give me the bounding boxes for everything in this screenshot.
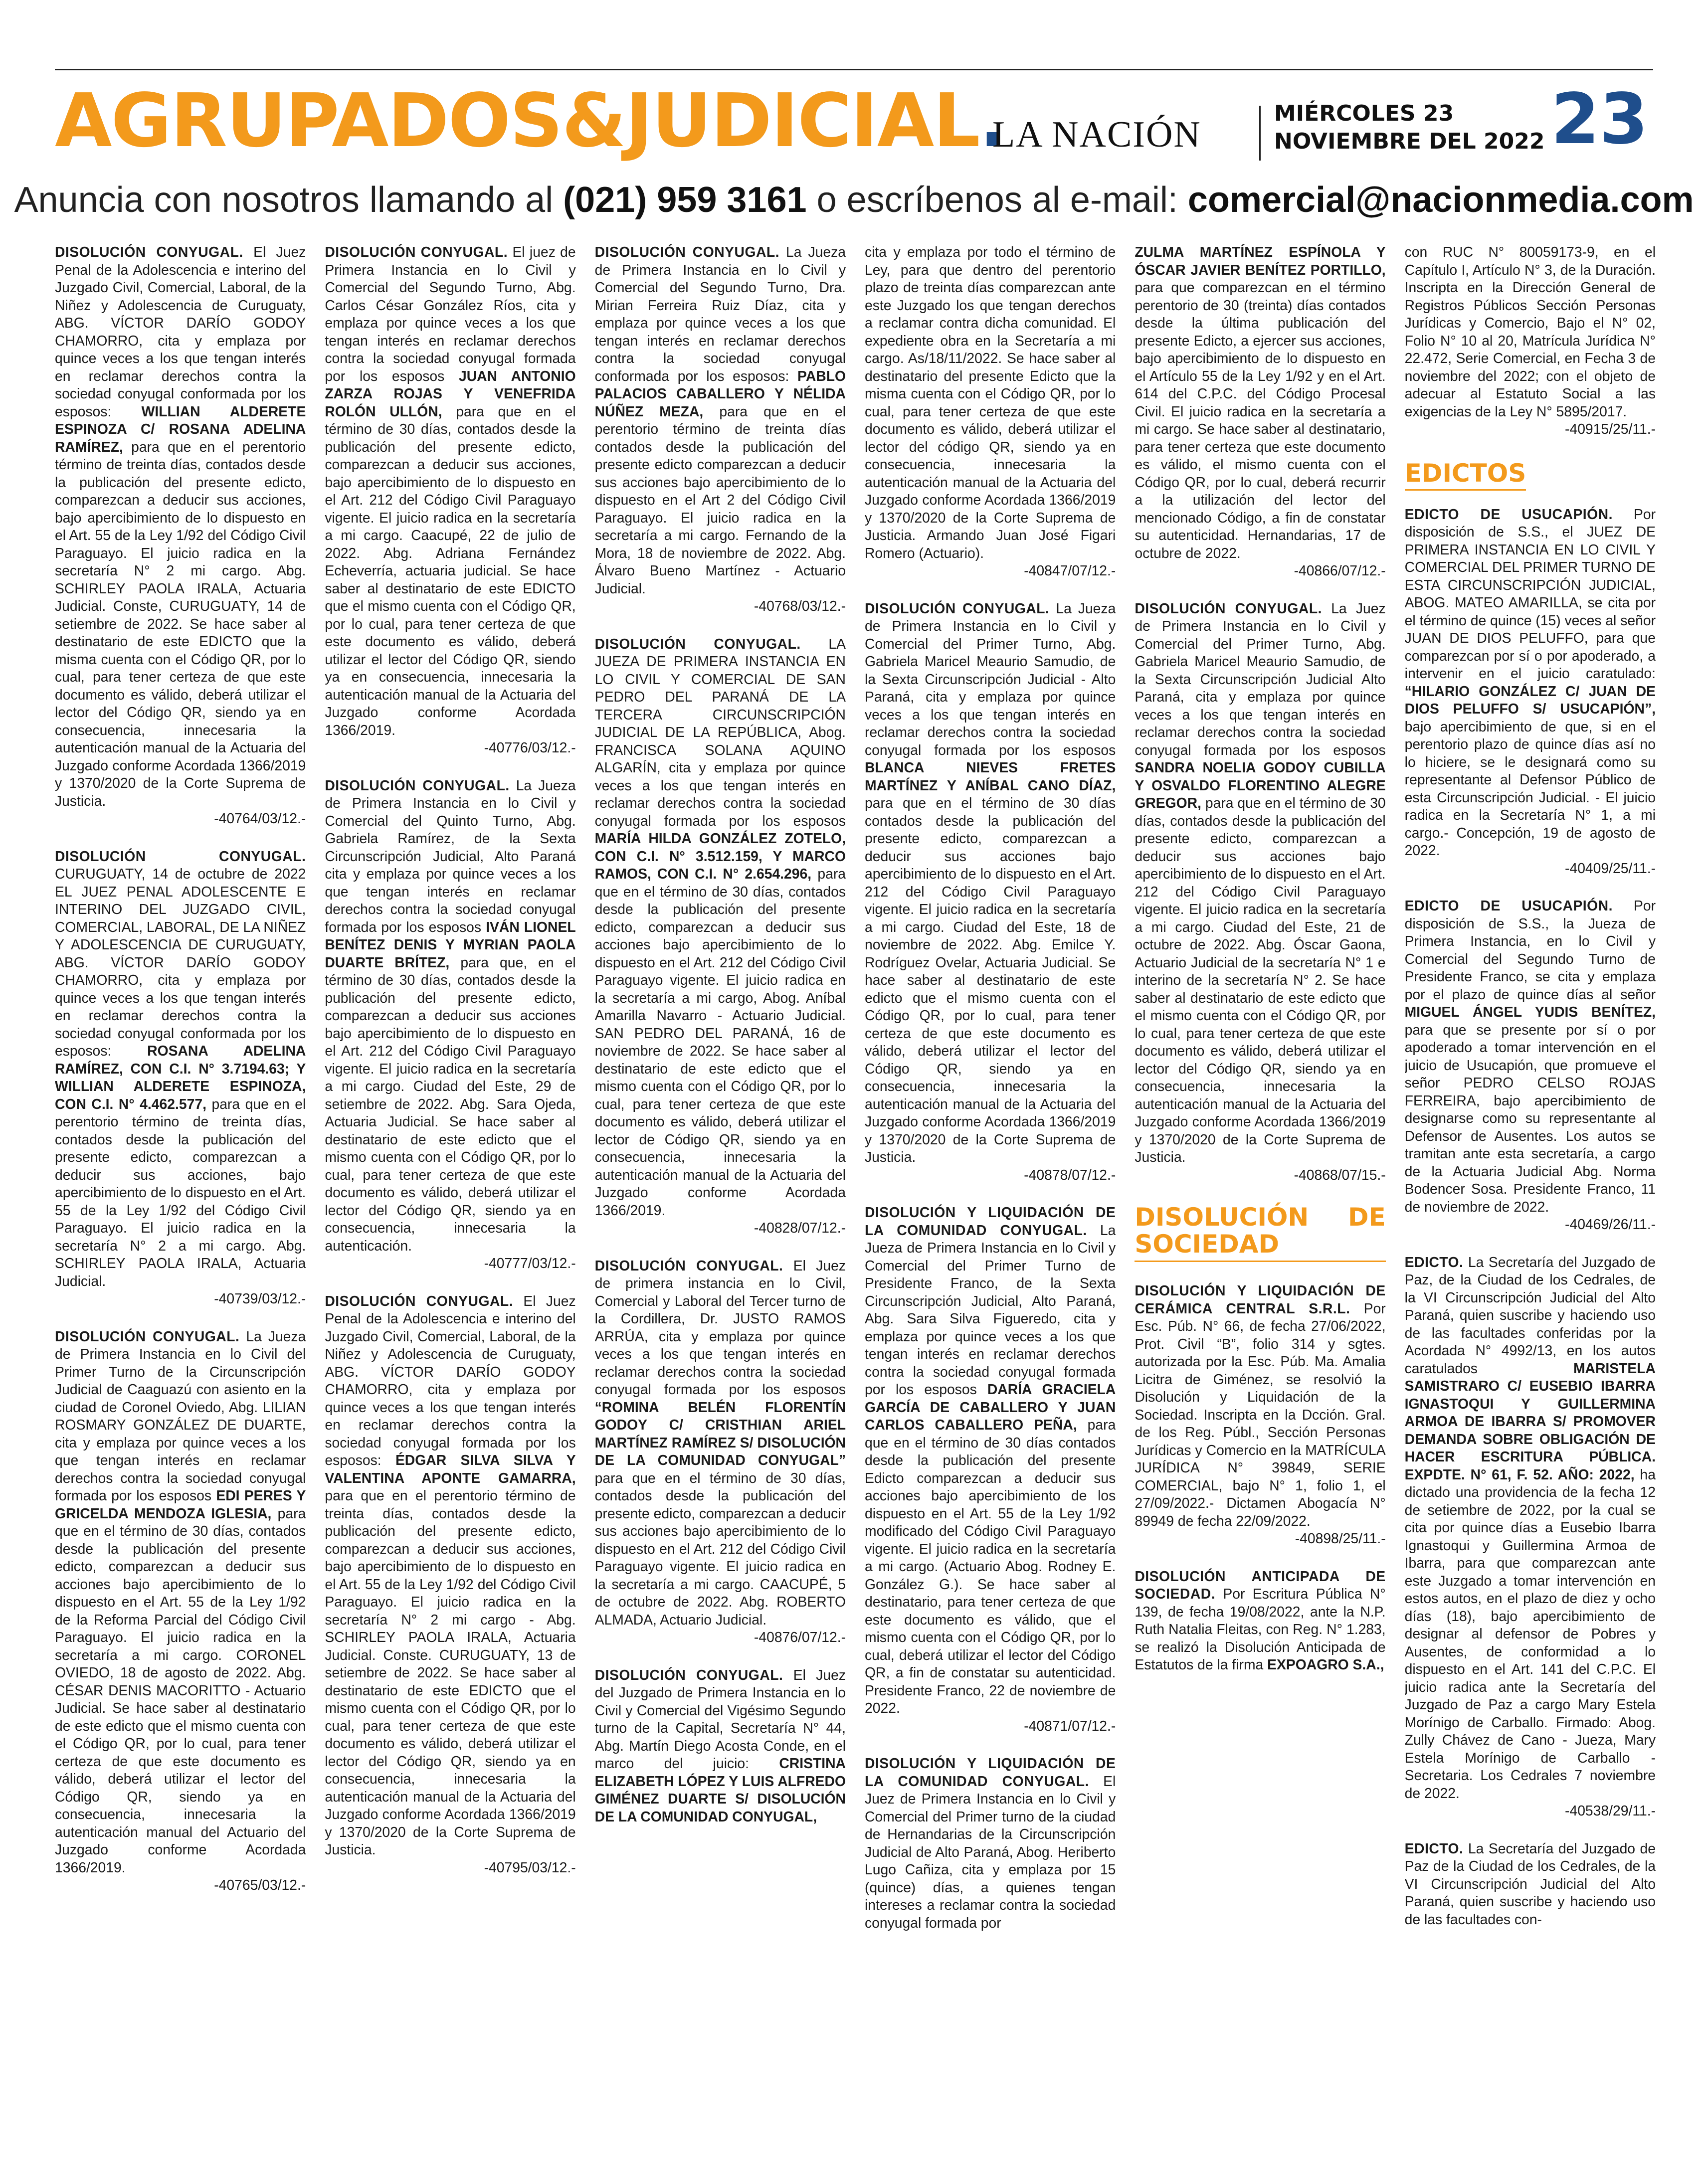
notice-code: -40765/03/12.- (214, 1877, 306, 1893)
notice-title: DISOLUCIÓN CONYUGAL. (55, 1328, 240, 1344)
masthead-divider (1259, 106, 1261, 161)
notice-code: -40868/07/15.- (1294, 1166, 1386, 1183)
notice-body-cont: para que, en el término de 30 días, contados desde la publicación del presente edicto, comparezcan a deducir sus acciones bajo apercibimiento de lo dispuesto en el Art. 212 del Código Civil Paraguayo vigente. El juicio radica en la secretaría a mi cargo. Ciudad del Este, 29 de setiembre de 2022. Abg. Sara Ojeda, Actuaria Judicial. Se hace saber al destinatario de este edicto que el mismo cuenta con el Código QR, por lo cual, para tener certeza de que este documento es válido, deberá utilizar el lector del Código QR, siendo ya en consecuencia, innecesaria la autenticación. (325, 954, 576, 1254)
notice-title: DISOLUCIÓN CONYUGAL. (594, 244, 780, 260)
section-title (55, 78, 1006, 164)
notice-title: DISOLUCIÓN CONYUGAL. (55, 848, 306, 864)
newspaper-name: LA NACIÓN (992, 114, 1201, 155)
notice-title: DISOLUCIÓN CONYUGAL. (594, 1666, 783, 1683)
notice (595, 243, 846, 615)
notice-parties: CRISTINA ELIZABETH LÓPEZ Y LUIS ALFREDO GIMÉNEZ DUARTE S/ DISOLUCIÓN DE LA COMUNIDAD CONYUGAL, (594, 1755, 846, 1824)
notice-body: El Juez de Primera Instancia en lo Civil y Comercial del Primer turno de la ciudad de Hernandarias de la Circunscripción Judicial de Alto Paraná, Abog. Heriberto Lugo Cañiza, cita y emplaza por 15 (quince) días, a quienes tengan intereses a reclamar contra la sociedad conyugal formada por (865, 1773, 1116, 1931)
notice-parties: WILLIAN ALDERETE ESPINOZA C/ ROSANA ADELINA RAMÍREZ, (55, 403, 306, 455)
notice (865, 600, 1116, 1184)
notice (1405, 1254, 1656, 1820)
notice-title: EDICTO DE USUCAPIÓN. (1404, 898, 1613, 913)
notice-parties: DARÍA GRACIELA GARCÍA DE CABALLERO Y JUAN CARLOS CABALLERO PEÑA, (865, 1381, 1116, 1433)
notice-code: -40768/03/12.- (754, 598, 846, 614)
notice-continued (1405, 243, 1656, 438)
notice (1135, 1282, 1385, 1548)
column-4 (865, 243, 1116, 2158)
notice-body: LA JUEZA DE PRIMERA INSTANCIA EN LO CIVIL Y COMERCIAL DE SAN PEDRO DEL PARANÁ DE LA TERCERA CIRCUNSCRIPCIÓN JUDICIAL DE LA REPÚBLICA, Abog. FRANCISCA SOLANA AQUINO ALGARÍN, cita y emplaza por quince veces a los que tengan interés en reclamar derechos contra la sociedad conyugal formada por los esposos (594, 635, 846, 829)
contact-line (0, 180, 1708, 220)
notice (55, 243, 306, 828)
notice-title: DISOLUCIÓN CONYUGAL. (325, 1292, 514, 1309)
notice-code: -40876/07/12.- (754, 1629, 846, 1645)
notice-title: DISOLUCIÓN CONYUGAL. (594, 635, 801, 652)
notice-body-cont: bajo apercibimiento de que, si en el perentorio plazo de quince días así no lo hiciere, se le designará como su representante al Defensor Público de esta Circunscripción Judicial. - El juicio radica en la Secretaría N° 1, a mi cargo.- Concepción, 19 de agosto de 2022. (1404, 718, 1656, 858)
notice-body-cont: para que en el perentorio término de treinta días, contados desde la publicación del presente edicto, comparezcan a deducir sus acciones, bajo apercibimiento de lo dispuesto en el Art. 55 de la Ley 1/92 del Código Civil Paraguayo. El juicio radica en la secretaría N° 2 mi cargo - Abg. SCHIRLEY PAOLA IRALA, Actuaria Judicial. Conste. CURUGUATY, 13 de setiembre de 2022. Se hace saber al destinatario de este EDICTO que el mismo cuenta con el Código QR, por lo cual, para tener certeza de que este documento es válido, deberá utilizar el lector del Código QR, siendo ya en consecuencia, innecesaria la autenticación manual de la Actuaria del Juzgado conforme Acordada 1366/2019 y 1370/2020 de la Corte Suprema de Justicia. (325, 1487, 576, 1857)
notice-body: El juez de Primera Instancia en lo Civil y Comercial del Segundo Turno, Abg. Carlos César González Ríos, cita y emplaza por quince veces a los que tengan interés en reclamar derechos contra la sociedad conyugal formada por los esposos (325, 244, 576, 384)
notice-body: CURUGUATY, 14 de octubre de 2022 EL JUEZ PENAL ADOLESCENTE E INTERINO DEL JUZGADO CIVIL, COMERCIAL, LABORAL, DE LA NIÑEZ Y ADOLESCENCIA DE CURUGUATY, ABG. VÍCTOR DARÍO GODOY CHAMORRO, cita y emplaza por quince veces a los que tengan interés en reclamar derechos contra la sociedad conyugal conformada por los esposos: (55, 866, 306, 1059)
notice-parties: ROSANA ADELINA RAMÍREZ, CON C.I. N° 3.7194.63; Y WILLIAN ALDERETE ESPINOZA, CON C.I. N° 4.462.577, (55, 1043, 306, 1112)
notice-title: DISOLUCIÓN CONYUGAL. (1135, 600, 1322, 616)
notice-body: La Secretaría del Juzgado de Paz de la Ciudad de los Cedrales, de la VI Circunscripción Judicial del Alto Paraná, quien suscribe y haciendo uso de las facultades con- (1404, 1840, 1656, 1927)
notice-body-cont: para que en el término de 30 días, contados desde la publicación del presente edicto, comparezcan a deducir sus acciones bajo apercibimiento de lo dispuesto en el Art. 55 de la Ley 1/92 de la Reforma Parcial del Código Civil Paraguayo. El juicio radica en la secretaría a mi cargo. CORONEL OVIEDO, 18 de agosto de 2022. Abg. CÉSAR DENIS MACORITTO - Actuario Judicial. Se hace saber al destinatario de este edicto que el mismo cuenta con el Código QR, por lo cual, para tener certeza de que este documento es válido, deberá utilizar el lector del Código QR, siendo ya en consecuencia, innecesaria la autenticación manual del Actuario del Juzgado conforme Acordada 1366/2019. (55, 1505, 306, 1875)
issue-date-line1: MIÉRCOLES 23 (1274, 101, 1454, 126)
notice (1405, 897, 1656, 1234)
notice-continued (865, 243, 1116, 580)
notice (1135, 1568, 1385, 1674)
contact-middle: o escríbenos al e-mail: (816, 180, 1178, 220)
notice-parties: “HILARIO GONZÁLEZ C/ JUAN DE DIOS PELUFFO S/ USUCAPIÓN”, (1404, 683, 1656, 717)
notice-parties: MARISTELA SAMISTRARO C/ EUSEBIO IBARRA IGNASTOQUI Y GUILLERMINA ARMOA DE IBARRA S/ PROMOVER DEMANDA SOBRE OBLIGACIÓN DE HACER ESCRITURA PÚBLICA. EXPDTE. N° 61, F. 52. AÑO: 2022, (1404, 1360, 1656, 1482)
notice-body: Por disposición de S.S., la Jueza de Primera Instancia, en lo Civil y Comercial del Segundo Turno de Presidente Franco, se cita y emplaza por el plazo de quince días al señor (1404, 898, 1656, 1002)
notice-body: La Jueza de Primera Instancia en lo Civil y Comercial del Primer Turno, Abg. Gabriela Maricel Meaurio Samudio, de la Sexta Circunscripción Judicial - Alto Paraná, cita y emplaza por quince veces a los que tengan interés en reclamar derechos contra la sociedad conyugal formada por los esposos (865, 600, 1116, 758)
notice-body: Por Esc. Púb. N° 66, de fecha 27/06/2022, Prot. Civil “B”, folio 314 y sgtes. autorizada por la Esc. Púb. Ma. Amalia Licitra de Giménez, se resolvió la Disolución y Liquidación de la Sociedad. Inscripta en la Dcción. Gral. de los Reg. Públ., Sección Personas Jurídicas y Comercio en la MATRÍCULA JURÍDICA N° 39849, SERIE COMERCIAL, bajo N° 1, folio 1, el 27/09/2022.- Dictamen Abogacía N° 89949 de fecha 22/09/2022. (1135, 1300, 1386, 1529)
notice-body-cont: para que en el perentorio término de treinta días, contados desde la publicación del presente edicto, comparezcan a deducir sus acciones, bajo apercibimiento de lo dispuesto en el Art. 55 de la Ley 1/92 del Código Civil Paraguayo. El juicio radica en la secretaría N° 2 mi cargo. Abg. SCHIRLEY PAOLA IRALA, Actuaria Judicial. Conste, CURUGUATY, 14 de setiembre de 2022. Se hace saber al destinatario de este EDICTO que la misma cuenta con el Código QR, por lo cual, para tener certeza de que este documento es válido, deberá utilizar el lector del Código QR, siendo ya en consecuencia, innecesaria la autenticación manual de la Actuaria del Juzgado conforme Acordada 1366/2019 y 1370/2020 de la Corte Suprema de Justicia. (55, 438, 306, 809)
notice-parties: EXPOAGRO S.A., (1267, 1656, 1384, 1672)
column-1 (55, 243, 306, 2158)
notice-body-cont: para que se presente por sí o por apoderado a tomar intervención en el juicio de Usucapión, que promueve el señor PEDRO CELSO ROJAS FERREIRA, bajo apercibimiento de designarse como su representante al Defensor de Ausentes. Los autos se tramitan ante esta secretaría, a cargo de la Actuaria Judicial Abg. Norma Bodencer Sosa. Presidente Franco, 11 de noviembre de 2022. (1404, 1021, 1656, 1215)
notice-title: EDICTO. (1404, 1254, 1464, 1270)
notice-body: Por Escritura Pública N° 139, de fecha 19/08/2022, ante la N.P. Ruth Natalia Fleitas, con Reg. N° 1.283, se realizó la Disolución Anticipada de Estatutos de la firma (1135, 1586, 1386, 1672)
column-3 (595, 243, 846, 2158)
notice (595, 1257, 846, 1646)
notice-code: -40915/25/11.- (1565, 421, 1656, 437)
notice-body: El Juez del Juzgado de Primera Instancia en lo Civil y Comercial del Vigésimo Segundo turno de la Capital, Secretaría N° 44, Abg. Martín Diego Acosta Conde, en el marco del juicio: (594, 1666, 846, 1771)
notice-code: -40828/07/12.- (754, 1220, 846, 1236)
notice-parties: MIGUEL ÁNGEL YUDIS BENÍTEZ, (1404, 1004, 1656, 1020)
notice (1405, 1840, 1656, 1929)
notice-body-cont: para que en el perentorio término de treinta días contados desde la publicación del presente edicto comparezcan a deducir sus acciones bajo apercibimiento de lo dispuesto en el Art 2 del Código Civil Paraguayo. El juicio radica en la secretaría a mi cargo. Fernando de la Mora, 18 de noviembre de 2022. Abg. Álvaro Bueno Martínez - Actuario Judicial. (594, 403, 846, 596)
column-6 (1405, 243, 1656, 2158)
notice-code: -40764/03/12.- (214, 810, 306, 826)
notice-title: EDICTO DE USUCAPIÓN. (1404, 506, 1613, 522)
notice-continued (1135, 243, 1385, 580)
masthead (55, 75, 1653, 170)
notice-parties: SANDRA NOELIA GODOY CUBILLA Y OSVALDO FLORENTINO ALEGRE GREGOR, (1135, 759, 1386, 811)
notice-body-cont: para que en el término de 30 días, contados desde la publicación del presente edicto, comparezcan a deducir sus acciones bajo apercibimiento de lo dispuesto en el Art. 212 del Código Civil Paraguayo vigente. El juicio radica en la secretaría a mi cargo. Ciudad del Este, 21 de octubre de 2022. Abg. Óscar Gaona, Actuario Judicial de la secretaría N° 1 e interino de la secretaría N° 2. Se hace saber al destinatario de este edicto que el mismo cuenta con el Código QR, por lo cual, para tener certeza de que este documento es válido, deberá utilizar el lector del Código QR, siendo ya en consecuencia, innecesaria la autenticación manual de la Actuaria del Juzgado conforme Acordada 1366/2019 y 1370/2020 de la Corte Suprema de Justicia. (1135, 795, 1386, 1165)
notice-title: DISOLUCIÓN CONYUGAL. (55, 244, 243, 260)
notice-body: La Jueza de Primera Instancia en lo Civil del Primer Turno de la Circunscripción Judicial de Caaguazú con asiento en la ciudad de Coronel Oviedo, Abg. LILIAN ROSMARY GONZÁLEZ DE DUARTE, cita y emplaza por quince veces a los que tengan interés en reclamar derechos contra la sociedad conyugal formada por los esposos (55, 1328, 306, 1503)
notice (1135, 600, 1385, 1184)
notice-title: DISOLUCIÓN CONYUGAL. (325, 244, 508, 260)
notice (595, 635, 846, 1237)
column-5 (1135, 243, 1385, 2158)
notice-body: La Jueza de Primera Instancia en lo Civil y Comercial del Quinto Turno, Abg. Gabriela Ramírez, de la Sexta Circunscripción Judicial, Alto Paraná cita y emplaza por quince veces a los que tengan interés en reclamar derechos contra la sociedad conyugal formada por los esposos (325, 777, 576, 935)
contact-phone: (021) 959 3161 (563, 180, 807, 220)
notice (865, 1755, 1116, 1932)
notice-parties: “ROMINA BELÉN FLORENTÍN GODOY C/ CRISTHIAN ARIEL MARTÍNEZ RAMÍREZ S/ DISOLUCIÓN DE LA COMUNIDAD CONYUGAL” (594, 1399, 846, 1468)
notice-body-cont: para que en el perentorio término de treinta días, contados desde la publicación del presente edicto, comparezcan a deducir sus acciones, bajo apercibimiento de lo dispuesto en el Art. 55 de la Ley 1/92 del Código Civil Paraguayo. El juicio radica en la secretaría N° 2 a mi cargo. Abg. SCHIRLEY PAOLA IRALA, Actuaria Judicial. (55, 1095, 306, 1289)
notice-body-cont: con RUC N° 80059173-9, en el Capítulo I, Artículo N° 3, de la Duración. Inscripta en la Dirección General de Registros Públicos Sección Personas Jurídicas y Comercio, Bajo el N° 02, Folio N° 10 al 20, Matrícula Jurídica N° 22.472, Serie Comercial, en Fecha 3 de noviembre del 2022; con el objeto de adecuar al Estatuto Social a las exigencias de la Ley N° 5895/2017. (1404, 244, 1656, 419)
notice-parties: PABLO PALACIOS CABALLERO Y NÉLIDA NÚÑEZ MEZA, (594, 367, 846, 419)
notice-parties: ZULMA MARTÍNEZ ESPÍNOLA Y ÓSCAR JAVIER BENÍTEZ PORTILLO, (1135, 244, 1386, 278)
notice-title: DISOLUCIÓN Y LIQUIDACIÓN DE CERÁMICA CENTRAL S.R.L. (1135, 1282, 1386, 1316)
column-2 (325, 243, 575, 2158)
section-heading-disolucion-sociedad: DISOLUCIÓN DE SOCIEDAD (1135, 1204, 1385, 1262)
section-title-text: AGRUPADOS&JUDICIAL (55, 78, 979, 164)
notice-body: El Juez Penal de la Adolescencia e interino del Juzgado Civil, Comercial, Laboral, de la Niñez y Adolescencia de Curuguaty, ABG. VÍCTOR DARÍO GODOY CHAMORRO, cita y emplaza por quince veces a los que tengan interés en reclamar derechos contra la sociedad conyugal conformada por los esposos: (55, 244, 306, 419)
notice-body-cont: para que en el término de 30 días contados desde la publicación del presente edicto, comparezcan a deducir sus acciones bajo apercibimiento de lo dispuesto en el Art. 212 del Código Civil Paraguayo vigente. El juicio radica en la secretaría a mi cargo. Ciudad del Este, 18 de noviembre de 2022. Abg. Emilce Y. Rodríguez Ovelar, Actuaria Judicial. Se hace saber al destinatario de este edicto que el mismo cuenta con el Código QR, por lo cual, para tener certeza de que este documento es válido, deberá utilizar el lector del Código QR, siendo ya en consecuencia, innecesaria la autenticación manual de la Actuaria del Juzgado conforme Acordada 1366/2019 y 1370/2020 de la Corte Suprema de Justicia. (865, 795, 1116, 1165)
notice (55, 1328, 306, 1894)
issue-date (1274, 100, 1545, 156)
notice-code: -40409/25/11.- (1565, 860, 1656, 876)
notice-parties: EDI PERES Y GRICELDA MENDOZA IGLESIA, (55, 1487, 306, 1521)
notice-body-cont: para que en el término de 30 días, contados desde la publicación del presente edicto, comparezcan a deducir sus acciones, bajo apercibimiento de lo dispuesto en el Art. 212 del Código Civil Paraguayo vigente. El juicio radica en la secretaría a mi cargo. Caacupé, 22 de julio de 2022. Abg. Adriana Fernández Echeverría, actuaria judicial. Se hace saber al destinatario de este EDICTO que el mismo cuenta con el Código QR, por lo cual, para tener certeza de que este documento es válido, deberá utilizar el lector del Código QR, siendo ya en consecuencia, innecesaria la autenticación manual de la Actuaria del Juzgado conforme Acordada 1366/2019. (325, 403, 576, 738)
notice-code: -40777/03/12.- (484, 1255, 576, 1271)
notice-body: El Juez de primera instancia en lo Civil, Comercial y Laboral del Tercer turno de la Cordillera, Dr. JUSTO RAMOS ARRÚA, cita y emplaza por quince veces a los que tengan interés en reclamar derechos contra la sociedad conyugal formada por los esposos (594, 1257, 846, 1397)
notice-code: -40469/26/11.- (1565, 1216, 1656, 1232)
notice-code: -40871/07/12.- (1024, 1717, 1116, 1734)
notice-title: DISOLUCIÓN CONYUGAL. (325, 777, 510, 793)
notice-title: DISOLUCIÓN Y LIQUIDACIÓN DE LA COMUNIDAD CONYUGAL. (865, 1204, 1116, 1238)
notice-parties: BLANCA NIEVES FRETES MARTÍNEZ Y ANÍBAL CANO DÍAZ, (865, 759, 1116, 793)
notice (595, 1666, 846, 1826)
notice (325, 777, 575, 1272)
notice-body-cont: para que en el término de 30 días, contados desde la publicación del presente edicto, comparezcan a deducir sus acciones bajo apercibimiento de lo dispuesto en el Art. 212 del Código Civil Paraguayo vigente. El juicio radica en la secretaría a mi cargo, Abog. Aníbal Amarilla Navarro - Actuario Judicial. SAN PEDRO DEL PARANÁ, 16 de noviembre de 2022. Se hace saber al destinatario de este edicto que el mismo cuenta con el Código QR, por lo cual, para tener certeza de que este documento es válido, deberá utilizar el lector de Código QR, siendo ya en consecuencia, innecesaria la autenticación manual de la Actuaria del Juzgado conforme Acordada 1366/2019. (594, 866, 846, 1218)
notice-body: La Juez de Primera Instancia en lo Civil y Comercial del Primer Turno, Abg. Gabriela Maricel Meaurio Samudio, de la Sexta Circunscripción Judicial Alto Paraná, cita y emplaza por quince veces a los que tengan interés en reclamar derechos contra la sociedad conyugal formada por los esposos (1135, 600, 1386, 758)
notice-title: DISOLUCIÓN CONYUGAL. (865, 600, 1050, 616)
notice-code: -40878/07/12.- (1024, 1166, 1116, 1183)
notice (55, 848, 306, 1308)
notice-code: -40795/03/12.- (484, 1859, 576, 1875)
notice-code: -40866/07/12.- (1294, 562, 1386, 578)
notice-body: La Secretaría del Juzgado de Paz, de la Ciudad de los Cedrales, de la VI Circunscripción Judicial del Alto Paraná, quien suscribe y haciendo uso de las facultades conferidas por la Acordada N° 4992/13, en los autos caratulados (1404, 1254, 1656, 1376)
notice-title: EDICTO. (1404, 1840, 1464, 1856)
top-rule (55, 69, 1653, 70)
notice-body: Por disposición de S.S., el JUEZ DE PRIMERA INSTANCIA EN LO CIVIL Y COMERCIAL DEL PRIMER TURNO DE ESTA CIRCUNSCRIPCIÓN JUDICIAL, ABOG. MATEO AMARILLA, se cita por el término de quince (15) veces al señor JUAN DE DIOS PELUFFO, para que comparezcan por sí o por apoderado, a intervenir en el juicio caratulado: (1404, 506, 1656, 681)
notice-body-cont: para que comparezcan en el término perentorio de 30 (treinta) días contados desde la última publicación del presente Edicto, a ejercer sus acciones, bajo apercibimiento de lo dispuesto en el Artículo 55 de la Ley 1/92 y en el Art. 614 del C.P.C. del Código Procesal Civil. El juicio radica en la secretaría a mi cargo. Se hace saber al destinatario, para tener certeza que este documento es válido, el mismo cuenta con el Código QR, por lo cual, deberá recurrir a la utilización del lector del mencionado Código, a fin de constatar su autenticidad. Hernandarias, 17 de octubre de 2022. (1135, 279, 1386, 561)
contact-email: comercial@nacionmedia.com (1187, 180, 1694, 220)
page-number: 23 (1551, 79, 1648, 160)
notice-body-cont: para que en el término de 30 días contados desde la publicación del presente Edicto comparezcan a deducir sus acciones bajo apercibimiento de los dispuesto en el Art. 55 de la Ley 1/92 modificado del Código Civil Paraguayo vigente. El juicio radica en la secretaría a mi cargo. (Actuario Abog. Rodney E. González G.). Se hace saber al destinatario, para tener certeza de que este documento es válido, que el mismo cuenta con el Código QR, por lo cual, deberá utilizar el lector del Código QR, a fin de constatar su autenticidad. Presidente Franco, 22 de noviembre de 2022. (865, 1417, 1116, 1716)
notice-code: -40847/07/12.- (1024, 562, 1116, 578)
notice-title: DISOLUCIÓN ANTICIPADA DE SOCIEDAD. (1135, 1568, 1386, 1602)
notice-code: -40776/03/12.- (484, 739, 576, 755)
notice (325, 243, 575, 757)
notice-body-cont: para que en el término de 30 días, contados desde la publicación del presente edicto, comparezcan a deducir sus acciones bajo apercibimiento de lo dispuesto en el Art. 212 del Código Civil Paraguayo vigente. El juicio radica en la secretaría a mi cargo. CAACUPÉ, 5 de octubre de 2022. Abg. ROBERTO ALMADA, Actuario Judicial. (594, 1469, 846, 1628)
notice-code: -40739/03/12.- (214, 1290, 306, 1306)
classifieds-columns (55, 243, 1656, 2158)
contact-prefix: Anuncia con nosotros llamando al (14, 180, 554, 220)
notice-parties: JUAN ANTONIO ZARZA ROJAS Y VENEFRIDA ROLÓN ULLÓN, (325, 367, 576, 419)
notice-title: DISOLUCIÓN CONYUGAL. (594, 1257, 783, 1273)
notice-parties: ÉDGAR SILVA SILVA Y VALENTINA APONTE GAMARRA, (325, 1452, 576, 1486)
issue-date-line2: NOVIEMBRE DEL 2022 (1274, 129, 1545, 154)
notice-title: DISOLUCIÓN Y LIQUIDACIÓN DE LA COMUNIDAD CONYUGAL. (865, 1755, 1116, 1789)
notice (865, 1204, 1116, 1735)
notice-body: El Juez Penal de la Adolescencia e interino del Juzgado Civil, Comercial, Laboral, de la Niñez y Adolescencia de Curuguaty, ABG. VÍCTOR DARÍO GODOY CHAMORRO, cita y emplaza por quince veces a los que tengan interés en reclamar derechos contra la sociedad conyugal formada por los esposos: (325, 1292, 576, 1468)
section-title-dot: . (979, 78, 1006, 164)
notice-body: La Jueza de Primera Instancia en lo Civil y Comercial del Primer Turno de Presidente Franco, de la Sexta Circunscripción Judicial, Alto Paraná, Abg. Sara Silva Figueredo, cita y emplaza por quince veces a los que tengan interés en reclamar derechos contra la sociedad conyugal formada por los esposos (865, 1222, 1116, 1397)
notice-parties: IVÁN LIONEL BENÍTEZ DENIS Y MYRIAN PAOLA DUARTE BRÍTEZ, (325, 918, 576, 970)
notice-parties: MARÍA HILDA GONZÁLEZ ZOTELO, CON C.I. N° 3.512.159, Y MARCO RAMOS, CON C.I. N° 2.654.296, (594, 830, 846, 882)
notice-code: -40898/25/11.- (1295, 1530, 1386, 1546)
notice (1405, 506, 1656, 878)
section-heading-edictos: EDICTOS (1405, 458, 1526, 491)
notice (325, 1292, 575, 1877)
notice-body: La Jueza de Primera Instancia en lo Civil y Comercial del Segundo Turno, Dra. Mirian Ferreira Ruiz Díaz, cita y emplaza por quince veces a los que tengan interés en reclamar derechos contra la sociedad conyugal conformada por los esposos: (594, 244, 846, 384)
notice-body-cont: cita y emplaza por todo el término de Ley, para que dentro del perentorio plazo de treinta días comparezcan ante este Juzgado los que tengan derechos a reclamar contra dicha comunidad. El expediente obra en la Secretaría a mi cargo. As/18/11/2022. Se hace saber al destinatario del presente Edicto que la misma cuenta con el Código QR, por lo cual, para tener certeza de que este documento es válido, deberá utilizar el lector del código QR, siendo ya en consecuencia, innecesaria la autenticación manual de la Actuaria del Juzgado conforme Acordada 1366/2019 y 1370/2020 de la Corte Suprema de Justicia. Armando Juan José Figari Romero (Actuario). (865, 244, 1116, 561)
notice-body-cont: ha dictado una providencia de la fecha 12 de setiembre de 2022, por la cual se cita por quince días a Eusebio Ibarra Ignastoqui y Guillermina Armoa de Ibarra, para que comparezcan ante este Juzgado a tomar intervención en estos autos, en el plazo de diez y ocho días (18), bajo apercibimiento de designar al defensor de Pobres y Ausentes, de conformidad a lo dispuesto en el Art. 141 del C.P.C. El juicio radica ante la Secretaría del Juzgado de Paz a cargo Mary Estela Morínigo de Carballo. Firmado: Abog. Zully Chávez de Cano - Jueza, Mary Estela Morínigo de Carballo - Secretaria. Los Cedrales 7 noviembre de 2022. (1404, 1466, 1656, 1801)
notice-code: -40538/29/11.- (1565, 1803, 1656, 1818)
